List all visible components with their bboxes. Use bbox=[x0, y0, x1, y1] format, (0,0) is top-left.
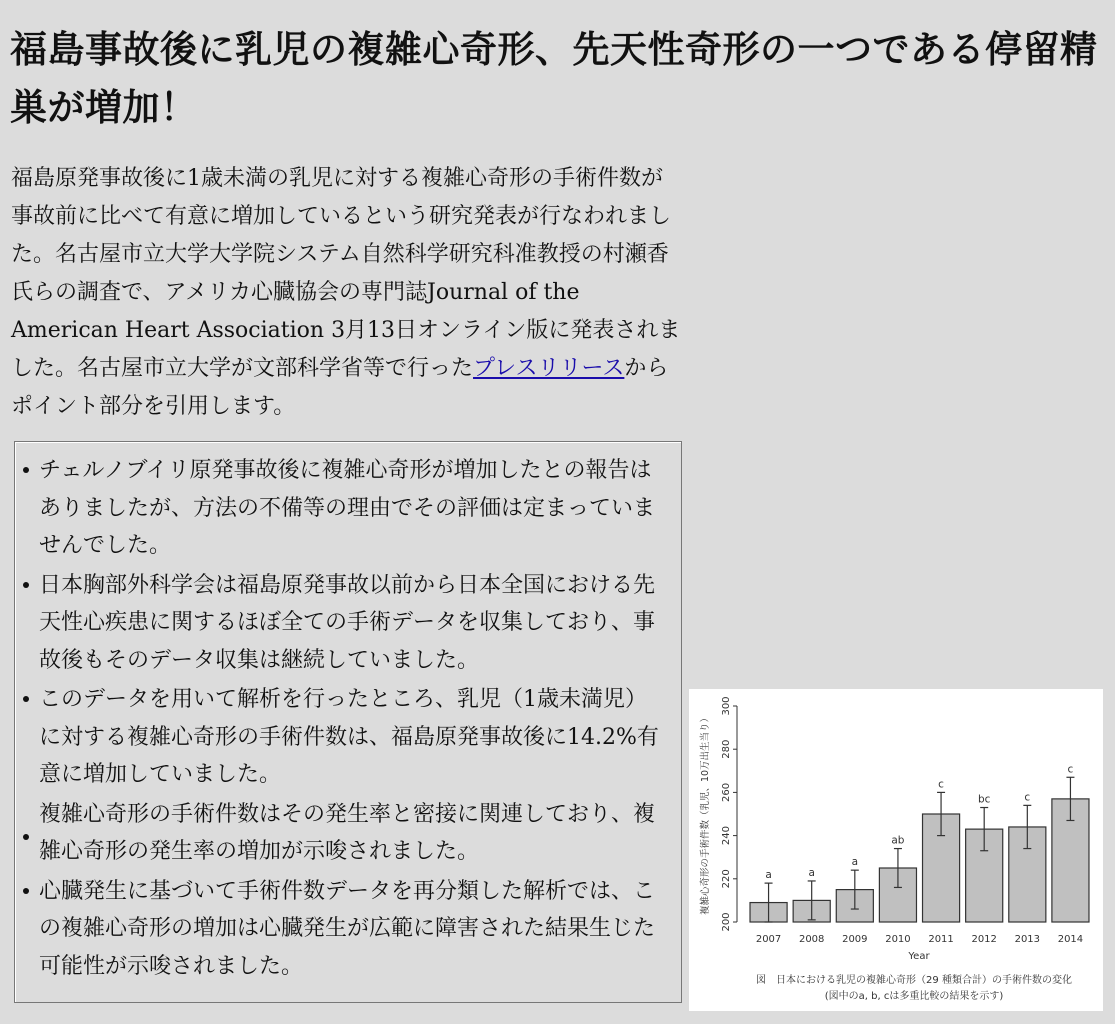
y-tick-label: 200 bbox=[721, 912, 732, 932]
page-title: 福島事故後に乳児の複雑心奇形、先天性奇形の一つである停留精巣が増加！ bbox=[10, 27, 1098, 129]
significance-label: ab bbox=[891, 834, 905, 847]
significance-label: c bbox=[1024, 791, 1031, 804]
x-axis-title: Year bbox=[908, 951, 930, 962]
x-tick-label: 2012 bbox=[971, 934, 997, 945]
bullet-icon bbox=[23, 696, 29, 702]
x-tick-label: 2013 bbox=[1014, 934, 1041, 945]
significance-label: c bbox=[1067, 763, 1074, 776]
key-point bbox=[15, 567, 681, 680]
x-tick-label: 2007 bbox=[755, 934, 782, 945]
y-tick-label: 280 bbox=[721, 739, 732, 759]
key-point bbox=[15, 873, 681, 986]
significance-label: a bbox=[808, 866, 815, 879]
key-point-text: 複雑心奇形の手術件数はその発生率と密接に関連しており、複雑心奇形の発生率の増加が示唆されました。 bbox=[39, 801, 656, 864]
y-tick-label: 220 bbox=[721, 869, 732, 889]
y-tick-label: 240 bbox=[721, 826, 732, 846]
key-point bbox=[15, 796, 681, 871]
significance-label: a bbox=[765, 869, 772, 882]
y-tick-label: 300 bbox=[721, 696, 732, 716]
bullet-icon bbox=[23, 467, 29, 473]
significance-label: bc bbox=[977, 793, 991, 806]
significance-label: c bbox=[938, 778, 944, 791]
x-tick-label: 2014 bbox=[1057, 934, 1084, 945]
press-release-link[interactable]: プレスリリース bbox=[473, 356, 625, 381]
bullet-icon bbox=[23, 834, 29, 840]
intro-paragraph bbox=[11, 160, 683, 426]
key-point-text: チェルノブイリ原発事故後に複雑心奇形が増加したとの報告はありましたが、方法の不備等の理由でその評価は定まっていませんでした。 bbox=[39, 458, 656, 558]
chart-svg bbox=[689, 689, 1103, 1011]
key-point bbox=[15, 681, 681, 794]
chart-caption-line1: 図 日本における乳児の複雑心奇形（29 種類合計）の手術件数の変化 bbox=[756, 975, 1072, 986]
y-tick-label: 260 bbox=[721, 782, 732, 802]
x-tick-label: 2008 bbox=[798, 934, 825, 945]
key-points-box bbox=[14, 441, 682, 1003]
x-tick-label: 2009 bbox=[842, 934, 868, 945]
key-point-text: 日本胸部外科学会は福島原発事故以前から日本全国における先天性心疾患に関するほぼ全ての手術データを収集しており、事故後もそのデータ収集は継続していました。 bbox=[39, 572, 656, 673]
y-axis-title: 複雑心奇形の手術件数（乳児、10万出生当り） bbox=[700, 712, 711, 916]
x-tick-label: 2011 bbox=[928, 934, 954, 945]
chart-caption-line2: (図中のa, b, cは多重比較の結果を示す) bbox=[824, 991, 1004, 1002]
significance-label: a bbox=[851, 856, 859, 869]
key-point-text: このデータを用いて解析を行ったところ、乳児（1歳未満児）に対する複雑心奇形の手術件数は、福島原発事故後に14.2%有意に増加していました。 bbox=[39, 687, 659, 787]
bullet-icon bbox=[23, 582, 29, 588]
bullet-icon bbox=[23, 888, 29, 894]
key-point-text: 心臓発生に基づいて手術件数データを再分類した解析では、この複雑心奇形の増加は心臓発生が広範に障害された結果生じた可能性が示唆されました。 bbox=[39, 878, 656, 979]
intro-text-before-link: 福島原発事故後に1歳未満の乳児に対する複雑心奇形の手術件数が事故前に比べて有意に増加しているという研究発表が行なわれました。名古屋市立大学大学院システム自然科学研究科准教授の村瀬香氏らの調査で、アメリカ心臓協会の専門誌Journal of the American Heart Association 3月13日オンライン版に発表されました。名古屋市立大学が文部科学省等で行った bbox=[11, 166, 681, 381]
intro-text-after-link: からポイント部分を引用します。 bbox=[11, 356, 669, 419]
key-point bbox=[15, 452, 681, 565]
surgery-count-chart bbox=[689, 689, 1103, 1011]
x-tick-label: 2010 bbox=[885, 934, 911, 945]
